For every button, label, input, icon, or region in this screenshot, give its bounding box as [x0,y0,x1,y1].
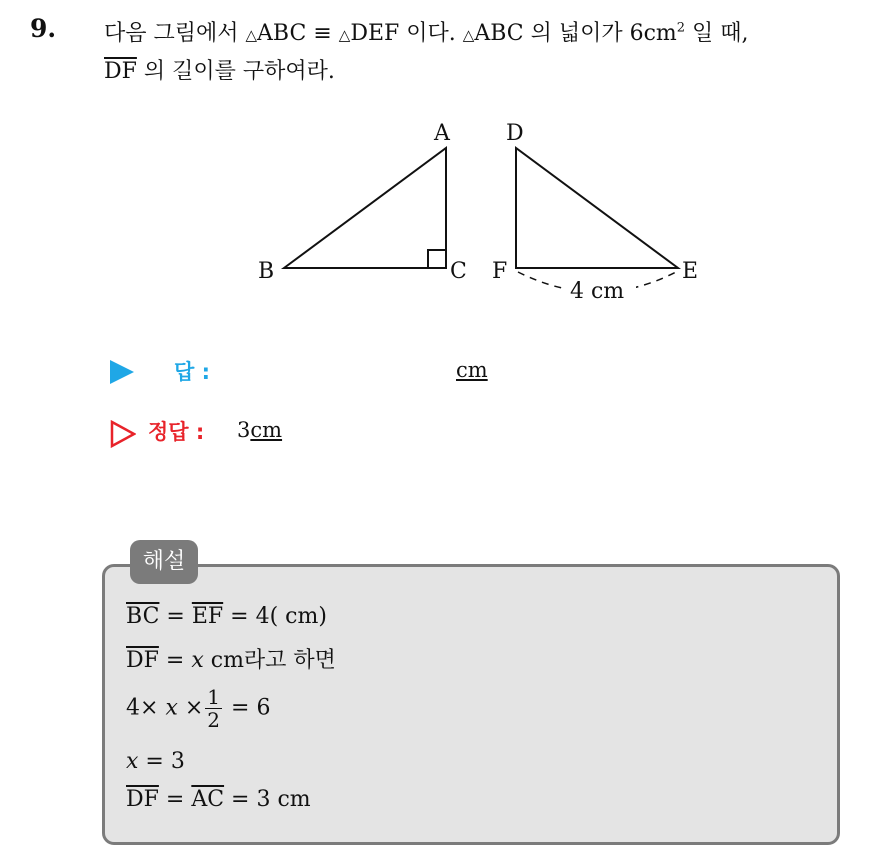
congruent-symbol: ≡ [306,21,339,46]
explanation-text: cm라고 하면 [203,648,336,673]
correct-answer-label: 정답 : [148,420,205,444]
triangle-figure [248,112,718,312]
triangle-symbol: △ [245,26,258,44]
question-line-2 [104,54,335,85]
length-label: 4 cm [570,279,625,304]
variable-x: x [165,695,178,721]
triangle-symbol: △ [338,26,351,44]
explanation-line-3 [126,686,270,731]
question-text: 일 때, [685,21,749,46]
vertex-label-d: D [506,121,524,146]
triangle-def-shape [516,148,678,268]
explanation-line-1 [126,604,327,629]
superscript: 2 [676,20,686,36]
outline-play-icon [110,420,136,448]
explanation-text: = 3 cm [224,787,311,812]
vertex-label-e: E [682,259,699,284]
triangle-abc: ABC [474,21,524,46]
segment-df: $\overline{DF}$ [126,648,159,673]
question-text: 이다. [399,21,463,46]
question-text: 의 넓이가 6cm [523,21,677,46]
explanation-text: 4× [126,695,166,721]
explanation-line-4 [126,749,185,774]
correct-answer-value: 3cm [237,418,283,442]
triangle-def: DEF [350,21,400,46]
vertex-label-b: B [258,259,275,284]
vertex-label-f: F [492,259,508,284]
variable-x: x [191,648,204,673]
vertex-label-c: C [450,259,467,284]
segment-df: $\overline{DF}$ [104,59,137,84]
answer-unit: cm [456,358,488,382]
question-number: 9. [30,14,57,43]
triangle-abc: ABC [257,21,307,46]
play-icon [110,360,134,384]
explanation-text: = 3 [138,749,185,774]
equals: = [158,787,192,812]
answer-label: 답 : [174,360,210,384]
segment-ef: $\overline{EF}$ [191,604,224,629]
question-text: 다음 그림에서 [104,21,246,46]
explanation-text: = 4( cm) [223,604,327,629]
explanation-text: = 6 [224,695,271,721]
segment-bc: $\overline{BC}$ [126,604,160,629]
equals: = [159,604,192,629]
explanation-line-2 [126,643,336,674]
segment-df: $\overline{DF}$ [126,787,159,812]
explanation-text: × [177,695,204,721]
variable-x: x [126,749,139,774]
right-angle-mark [428,250,446,268]
segment-ac: $\overline{AC}$ [191,787,225,812]
triangle-symbol: △ [462,26,475,44]
explanation-tab: 해설 [130,540,198,584]
question-line-1 [104,16,749,47]
question-text: 의 길이를 구하여라. [136,59,335,84]
triangle-abc-shape [284,148,446,268]
vertex-label-a: A [434,121,450,146]
equals: = [158,648,192,673]
explanation-line-5 [126,787,311,812]
fraction-one-half: $\frac{1}{2}$ [207,685,221,732]
